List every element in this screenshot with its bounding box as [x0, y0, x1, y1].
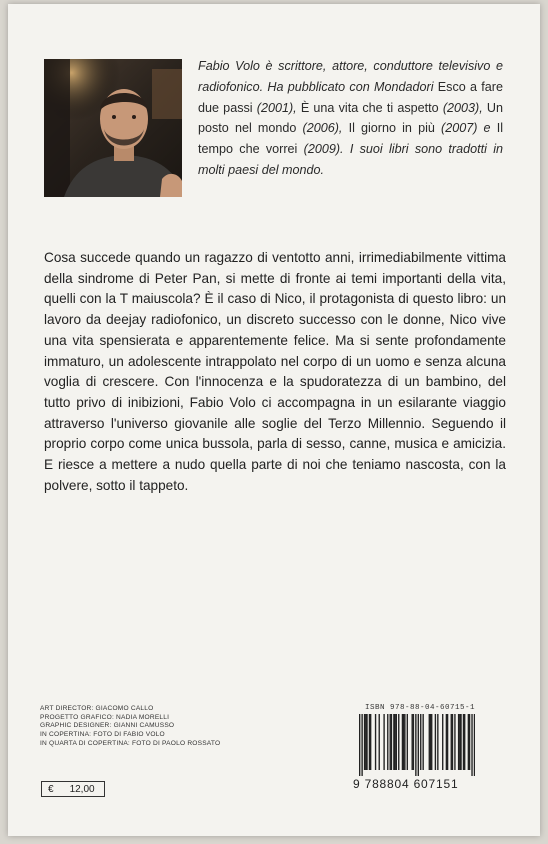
author-photo — [44, 59, 182, 197]
barcode-bar — [375, 714, 376, 770]
barcode-bar — [370, 714, 371, 770]
barcode-bar — [402, 714, 403, 770]
barcode-bar — [460, 714, 461, 770]
barcode-bar — [429, 714, 430, 770]
barcode-image — [359, 714, 475, 776]
barcode-bar — [447, 714, 448, 770]
barcode-bar — [415, 714, 416, 776]
bio-part: (2001), — [256, 100, 297, 115]
barcode-bar — [391, 714, 392, 770]
barcode-bar — [390, 714, 391, 770]
barcode-bar — [396, 714, 397, 770]
barcode-bar — [398, 714, 399, 770]
isbn-label: ISBN 978-88-04-60715-1 — [364, 704, 476, 712]
barcode-bar — [383, 714, 384, 770]
barcode-bar — [394, 714, 395, 770]
barcode-bar — [359, 714, 360, 776]
credit-line: IN QUARTA DI COPERTINA: FOTO DI PAOLO ROSSATO — [40, 739, 221, 747]
barcode-bar — [474, 714, 475, 776]
bio-part: Il giorno in più — [342, 121, 442, 136]
bio-part: Il tempo che vorrei — [198, 121, 503, 157]
credit-line: PROGETTO GRAFICO: NADIA MORELLI — [40, 713, 170, 721]
barcode-bar — [446, 714, 447, 770]
barcode-bar — [437, 714, 438, 770]
barcode-bar — [393, 714, 394, 770]
book-blurb: Cosa succede quando un ragazzo di ventotto anni, irrimediabilmente vittima della sindrome di Peter Pan, si mette di fronte ai temi importanti della vita, quelli con la T maiuscola? È il caso di Nico, il protagonista di questo libro: un lavoro da deejay radiofonico, un discreto successo con le donne, Nico vive una vita spensierata e apparentemente felice. Ma si sente profondamente immaturo, un adolescente intrappolato nel corpo di un uomo e senza alcuna voglia di crescere. Con l'innocenza e la spudoratezza di un bambino, del tutto privo di inibizioni, Fabio Volo ci accompagna in un esilarante viaggio attraverso l'universo giovanile alle soglie del Terzo Millennio. Seguendo il proprio corpo come unica bussola, parla di sesso, canne, musica e amicizia. E riesce a mettere a nudo quella parte di noi che teniamo nascosta, con la polvere, sotto il tappeto. — [44, 250, 506, 493]
barcode-bar — [430, 714, 431, 770]
barcode-bar — [463, 714, 464, 770]
barcode-bar — [422, 714, 423, 770]
barcode-bar — [366, 714, 367, 770]
bio-part: (2007) e — [441, 121, 491, 136]
barcode-bar — [420, 714, 421, 770]
credit-line: GRAPHIC DESIGNER: GIANNI CAMUSSO — [40, 722, 175, 730]
barcode-bar — [431, 714, 432, 770]
barcode-bar — [454, 714, 455, 770]
barcode-bar — [459, 714, 460, 770]
credits — [40, 705, 220, 749]
barcode-bar — [468, 714, 469, 770]
bio-part: (2006), — [302, 121, 343, 136]
barcode-bar — [471, 714, 472, 776]
barcode-bar — [365, 714, 366, 770]
barcode-number: 9 788804 607151 — [353, 777, 459, 791]
bio-part: (2003), — [442, 100, 483, 115]
credit-line: ART DIRECTOR: GIACOMO CALLO — [40, 705, 154, 712]
barcode-bar — [407, 714, 408, 770]
barcode-bar — [379, 714, 380, 770]
barcode-bar — [469, 714, 470, 770]
book-back-cover — [8, 4, 540, 836]
bio-part: Un posto nel mondo — [198, 100, 503, 136]
author-bio — [198, 56, 503, 181]
barcode-bar — [452, 714, 453, 770]
barcode-bar — [364, 714, 365, 770]
barcode-bar — [418, 714, 419, 776]
barcode-bar — [464, 714, 465, 770]
bio-part: Fabio Volo è scrittore, attore, conduttore televisivo e radiofonico. Ha pubblicato con Mondadori — [198, 59, 503, 94]
barcode-bar — [435, 714, 436, 770]
bio-part: Esco a fare due passi — [198, 79, 503, 115]
barcode-bar — [412, 714, 413, 770]
barcode-bar — [442, 714, 443, 770]
credit-line: IN COPERTINA: FOTO DI FABIO VOLO — [40, 731, 165, 739]
barcode-bar — [451, 714, 452, 770]
barcode-bar — [403, 714, 404, 770]
barcode-bar — [369, 714, 370, 770]
barcode-bar — [361, 714, 362, 776]
barcode-bar — [387, 714, 388, 770]
barcode-bar — [458, 714, 459, 770]
barcode-bar — [404, 714, 405, 770]
barcode-bar — [413, 714, 414, 770]
price-box — [41, 781, 105, 797]
price-amount: 12,00 — [69, 783, 95, 795]
author-portrait-image — [44, 59, 182, 197]
bio-part: È una vita che ti aspetto — [296, 100, 443, 115]
currency-symbol: € — [48, 783, 54, 795]
bio-part: (2009). I suoi libri sono tradotti in molti paesi del mondo. — [198, 142, 504, 177]
